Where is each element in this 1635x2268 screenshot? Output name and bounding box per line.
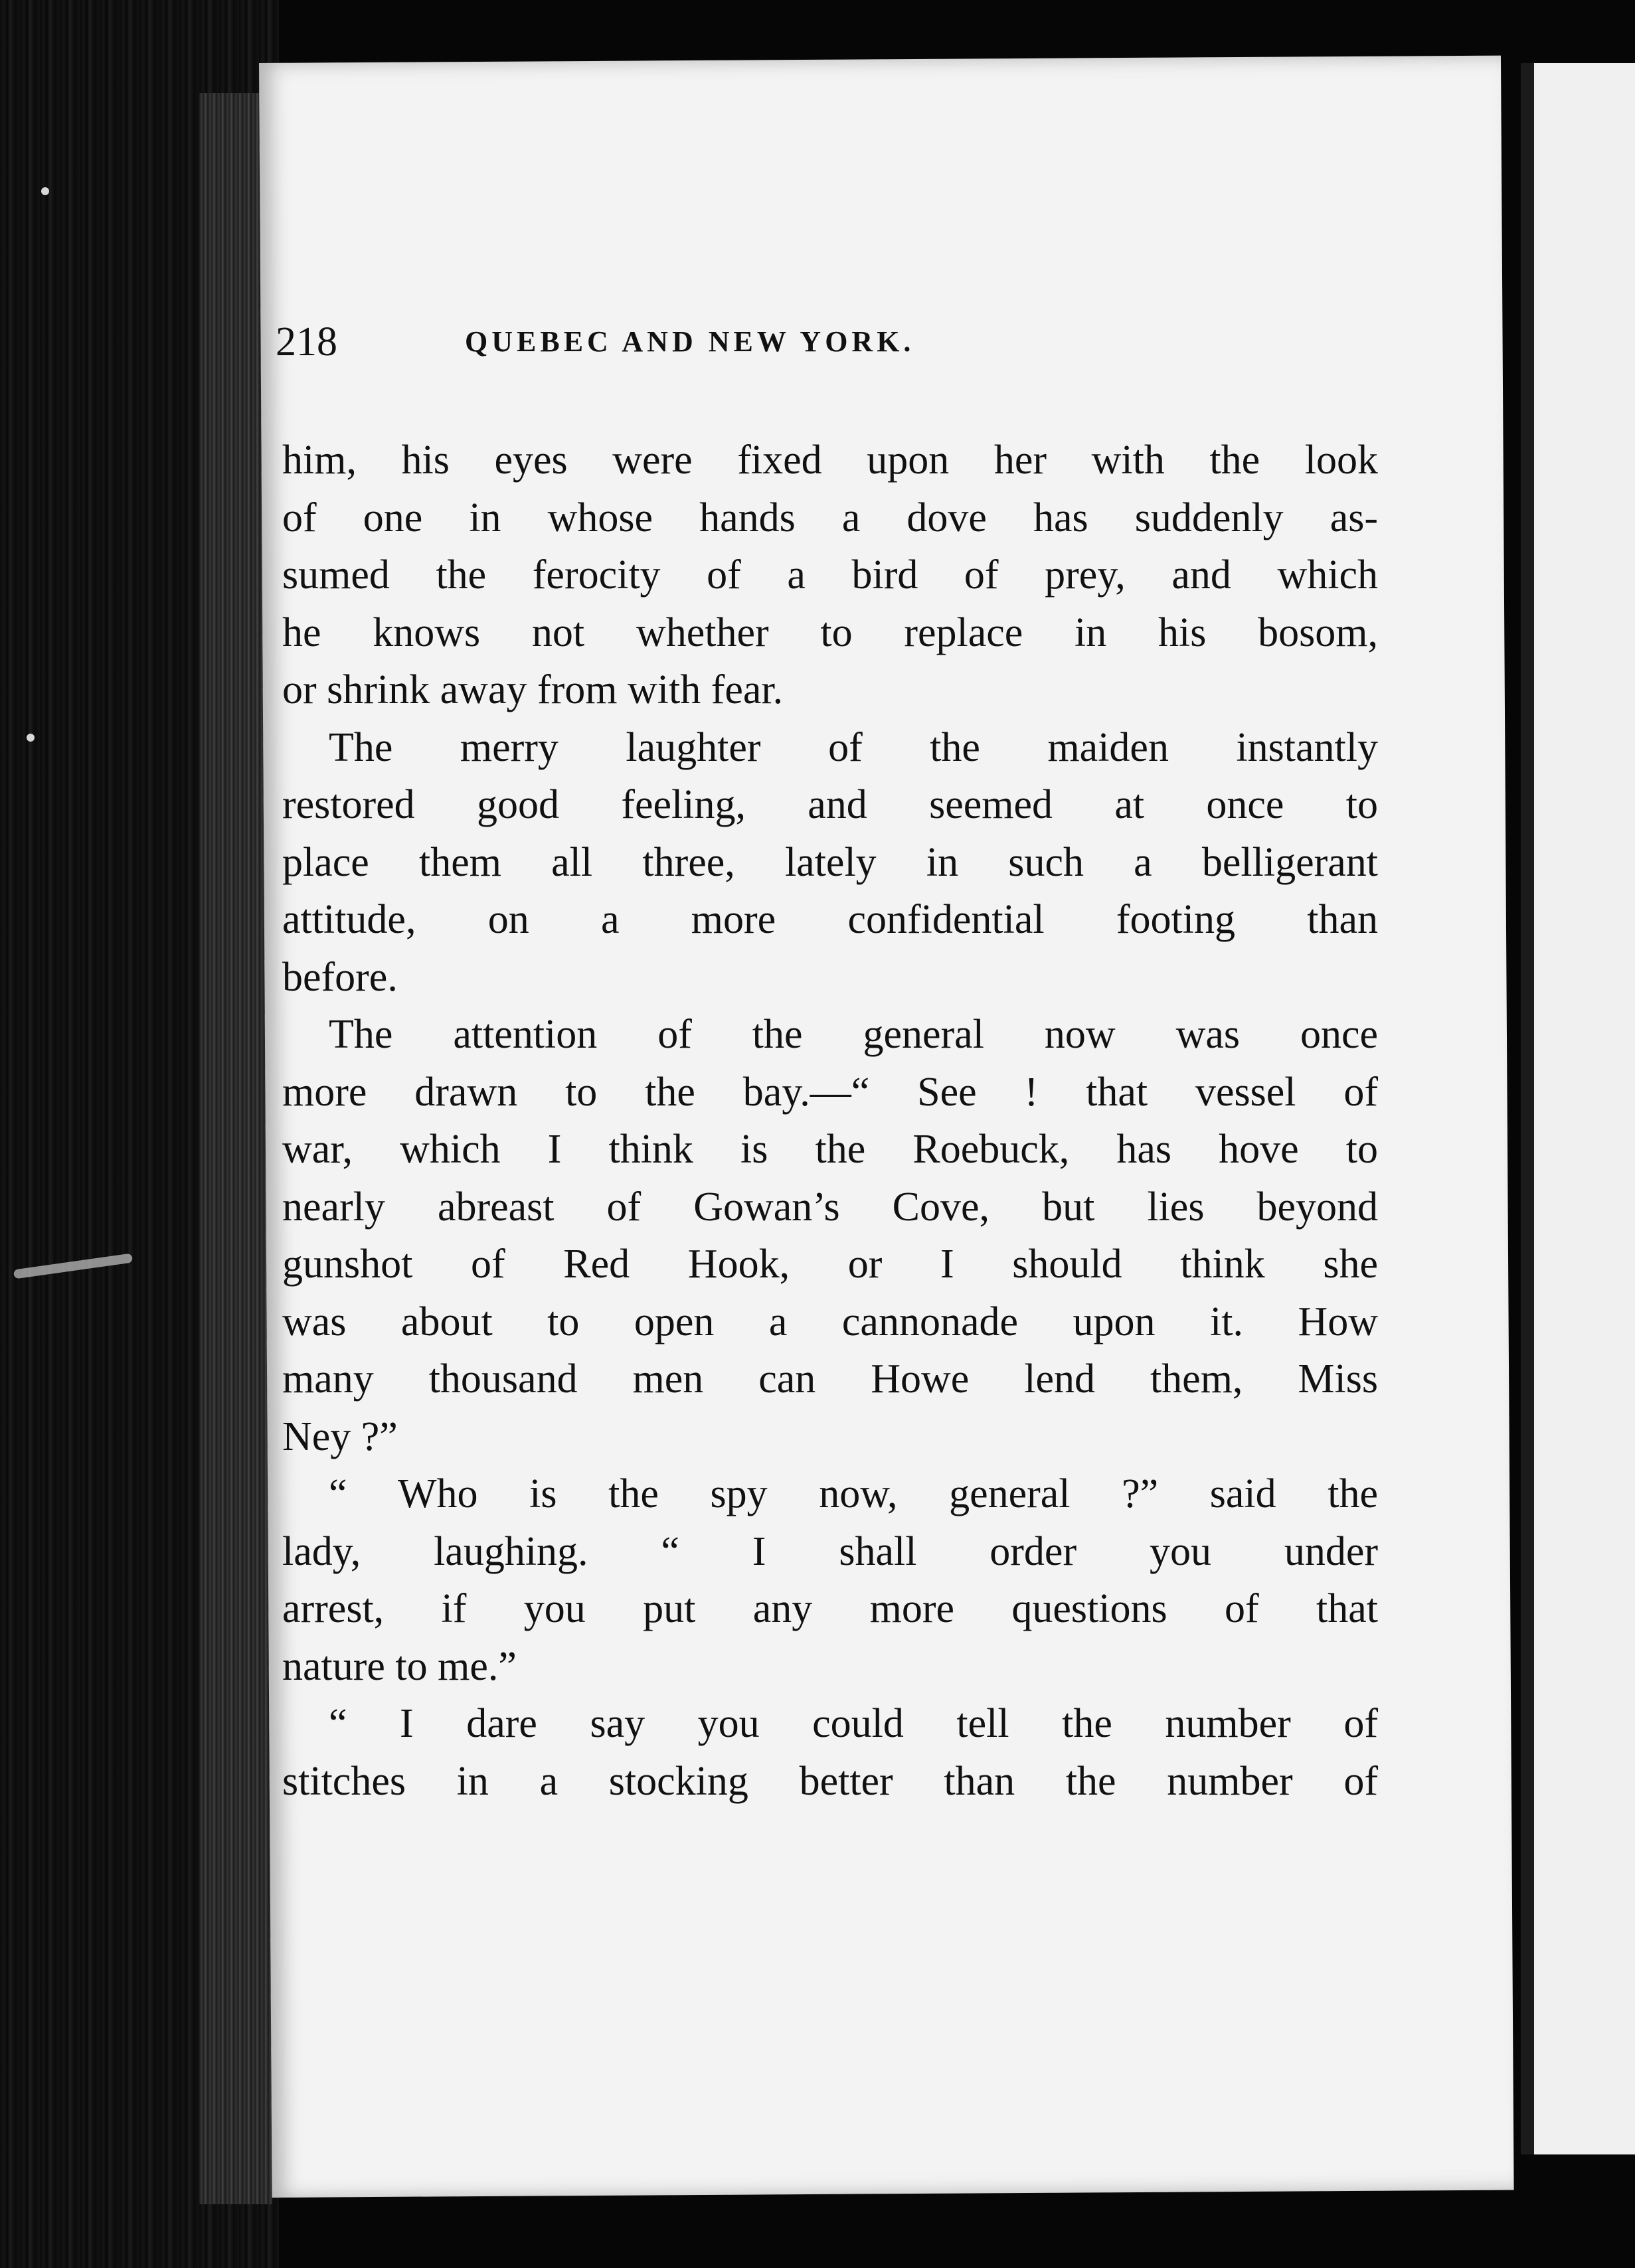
text-line: more drawn to the bay.—“ See ! that vessel of [282, 1069, 1378, 1115]
text-line: of one in whose hands a dove has suddenly as- [282, 495, 1378, 540]
text-line: gunshot of Red Hook, or I should think she [282, 1242, 1378, 1287]
text-line: The attention of the general now was once [329, 1012, 1378, 1057]
text-line: he knows not whether to replace in his bosom, [282, 609, 1378, 655]
text-line: “ Who is the spy now, general ?” said the [329, 1471, 1378, 1516]
text-line: war, which I think is the Roebuck, has hove to [282, 1127, 1378, 1172]
text-line: or shrink away from with fear. [282, 667, 784, 712]
text-line: The merry laughter of the maiden instantly [329, 724, 1378, 770]
text-line: nature to me.” [282, 1643, 517, 1689]
text-line: sumed the ferocity of a bird of prey, and which [282, 552, 1378, 598]
text-line: was about to open a cannonade upon it. How [282, 1299, 1378, 1344]
text-line: nearly abreast of Gowan’s Cove, but lies beyond [282, 1184, 1378, 1230]
text-line: “ I dare say you could tell the number of [329, 1701, 1378, 1746]
running-head [276, 302, 1192, 382]
text-line: place them all three, lately in such a belligerant [282, 839, 1378, 885]
body-text [282, 432, 1378, 1810]
text-line: attitude, on a more confidential footing than [282, 897, 1378, 942]
text-line: many thousand men can Howe lend them, Miss [282, 1356, 1378, 1402]
text-line: arrest, if you put any more questions of that [282, 1586, 1378, 1631]
scan-speck [27, 734, 35, 742]
text-line: Ney ?” [282, 1414, 398, 1459]
text-line: lady, laughing. “ I shall order you under [282, 1528, 1378, 1574]
text-line: restored good feeling, and seemed at once to [282, 782, 1378, 827]
scan-speck [41, 187, 49, 195]
page-number: 218 [276, 319, 337, 364]
text-line: him, his eyes were fixed upon her with the look [282, 438, 1378, 483]
text-line: before. [282, 954, 398, 1000]
running-title: QUEBEC AND NEW YORK. [465, 325, 915, 358]
text-line: stitches in a stocking better than the number of [282, 1758, 1378, 1804]
facing-page [1521, 63, 1635, 2154]
